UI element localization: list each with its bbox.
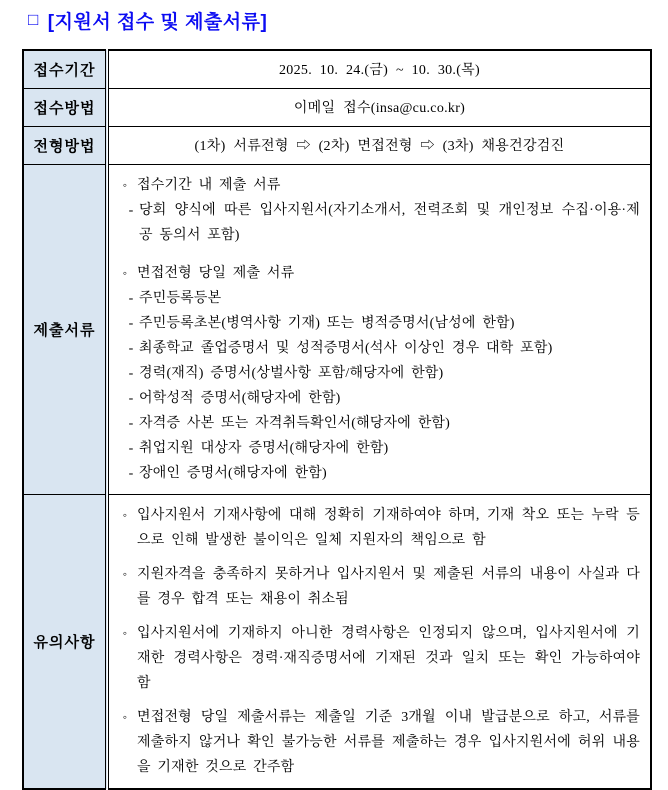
doc-list-item	[113, 361, 640, 386]
circle-bullet-icon: ◦	[122, 709, 128, 724]
doc-item-text: 당회 양식에 따른 입사지원서(자기소개서, 전력조회 및 개인정보 수집·이용·제공 동의서 포함)	[139, 202, 640, 243]
doc-list-item	[113, 198, 640, 248]
label-notes: 유의사항	[23, 494, 107, 789]
note-item-text: 지원자격을 충족하지 못하거나 입사지원서 및 제출된 서류의 내용이 사실과 다를 경우 합격 또는 채용이 취소됨	[137, 566, 640, 607]
page-title	[28, 7, 267, 34]
dash-bullet-icon: -	[128, 415, 134, 431]
circle-bullet-icon: ◦	[122, 177, 128, 192]
note-item	[113, 562, 640, 612]
doc-list-item	[113, 411, 640, 436]
application-info-table	[22, 49, 652, 790]
doc-item-text: 경력(재직) 증명서(상벌사항 포함/해당자에 한함)	[139, 365, 444, 381]
square-bullet-icon: □	[28, 10, 39, 29]
doc-group-heading	[113, 261, 640, 286]
doc-list-item	[113, 461, 640, 486]
doc-list-item	[113, 286, 640, 311]
page-title-text: [지원서 접수 및 제출서류]	[47, 12, 268, 33]
doc-item-text: 주민등록초본(병역사항 기재) 또는 병적증명서(남성에 한함)	[139, 315, 515, 331]
doc-item-text: 장애인 증명서(해당자에 한함)	[139, 465, 327, 481]
doc-list-item	[113, 336, 640, 361]
dash-bullet-icon: -	[128, 465, 134, 481]
dash-bullet-icon: -	[128, 202, 134, 218]
note-item	[113, 621, 640, 696]
note-item-text: 입사지원서에 기재하지 아니한 경력사항은 인정되지 않으며, 입사지원서에 기재한 경력사항은 경력·재직증명서에 기재된 것과 일치 또는 확인 가능하여야 함	[137, 625, 640, 691]
note-item	[113, 705, 640, 780]
label-reception-period: 접수기간	[23, 50, 107, 88]
value-reception-period: 2025. 10. 24.(금) ~ 10. 30.(목)	[107, 50, 651, 88]
value-reception-method: 이메일 접수(insa@cu.co.kr)	[107, 88, 651, 126]
doc-group-heading	[113, 173, 640, 198]
table-row-selection-method	[23, 126, 651, 164]
table-row-notes	[23, 494, 651, 789]
value-selection-method: (1차) 서류전형 ⇨ (2차) 면접전형 ⇨ (3차) 채용건강검진	[107, 126, 651, 164]
dash-bullet-icon: -	[128, 390, 134, 406]
doc-item-text: 어학성적 증명서(해당자에 한함)	[139, 390, 341, 406]
note-item-text: 면접전형 당일 제출서류는 제출일 기준 3개월 이내 발급분으로 하고, 서류를 제출하지 않거나 확인 불가능한 서류를 제출하는 경우 입사지원서에 허위 내용을 기재한 것으로 간주함	[137, 709, 640, 775]
dash-bullet-icon: -	[128, 440, 134, 456]
value-notes	[107, 494, 651, 789]
circle-bullet-icon: ◦	[122, 625, 128, 640]
doc-list-item	[113, 386, 640, 411]
note-item-text: 입사지원서 기재사항에 대해 정확히 기재하여야 하며, 기재 착오 또는 누락 등으로 인해 발생한 불이익은 일체 지원자의 책임으로 함	[137, 507, 640, 548]
doc-item-text: 최종학교 졸업증명서 및 성적증명서(석사 이상인 경우 대학 포함)	[139, 340, 553, 356]
circle-bullet-icon: ◦	[122, 265, 128, 280]
value-documents	[107, 164, 651, 494]
dash-bullet-icon: -	[128, 290, 134, 306]
label-selection-method: 전형방법	[23, 126, 107, 164]
label-reception-method: 접수방법	[23, 88, 107, 126]
doc-item-text: 자격증 사본 또는 자격취득확인서(해당자에 한함)	[139, 415, 451, 431]
circle-bullet-icon: ◦	[122, 507, 128, 522]
table-row-reception-method	[23, 88, 651, 126]
circle-bullet-icon: ◦	[122, 566, 128, 581]
table-row-reception-period	[23, 50, 651, 88]
doc-group-heading-text: 면접전형 당일 제출 서류	[137, 265, 295, 281]
doc-group-heading-text: 접수기간 내 제출 서류	[137, 177, 281, 193]
note-item	[113, 503, 640, 553]
label-documents: 제출서류	[23, 164, 107, 494]
dash-bullet-icon: -	[128, 340, 134, 356]
dash-bullet-icon: -	[128, 365, 134, 381]
table-row-documents	[23, 164, 651, 494]
doc-item-text: 취업지원 대상자 증명서(해당자에 한함)	[139, 440, 389, 456]
doc-list-item	[113, 436, 640, 461]
doc-item-text: 주민등록등본	[139, 290, 222, 306]
doc-list-item	[113, 311, 640, 336]
dash-bullet-icon: -	[128, 315, 134, 331]
